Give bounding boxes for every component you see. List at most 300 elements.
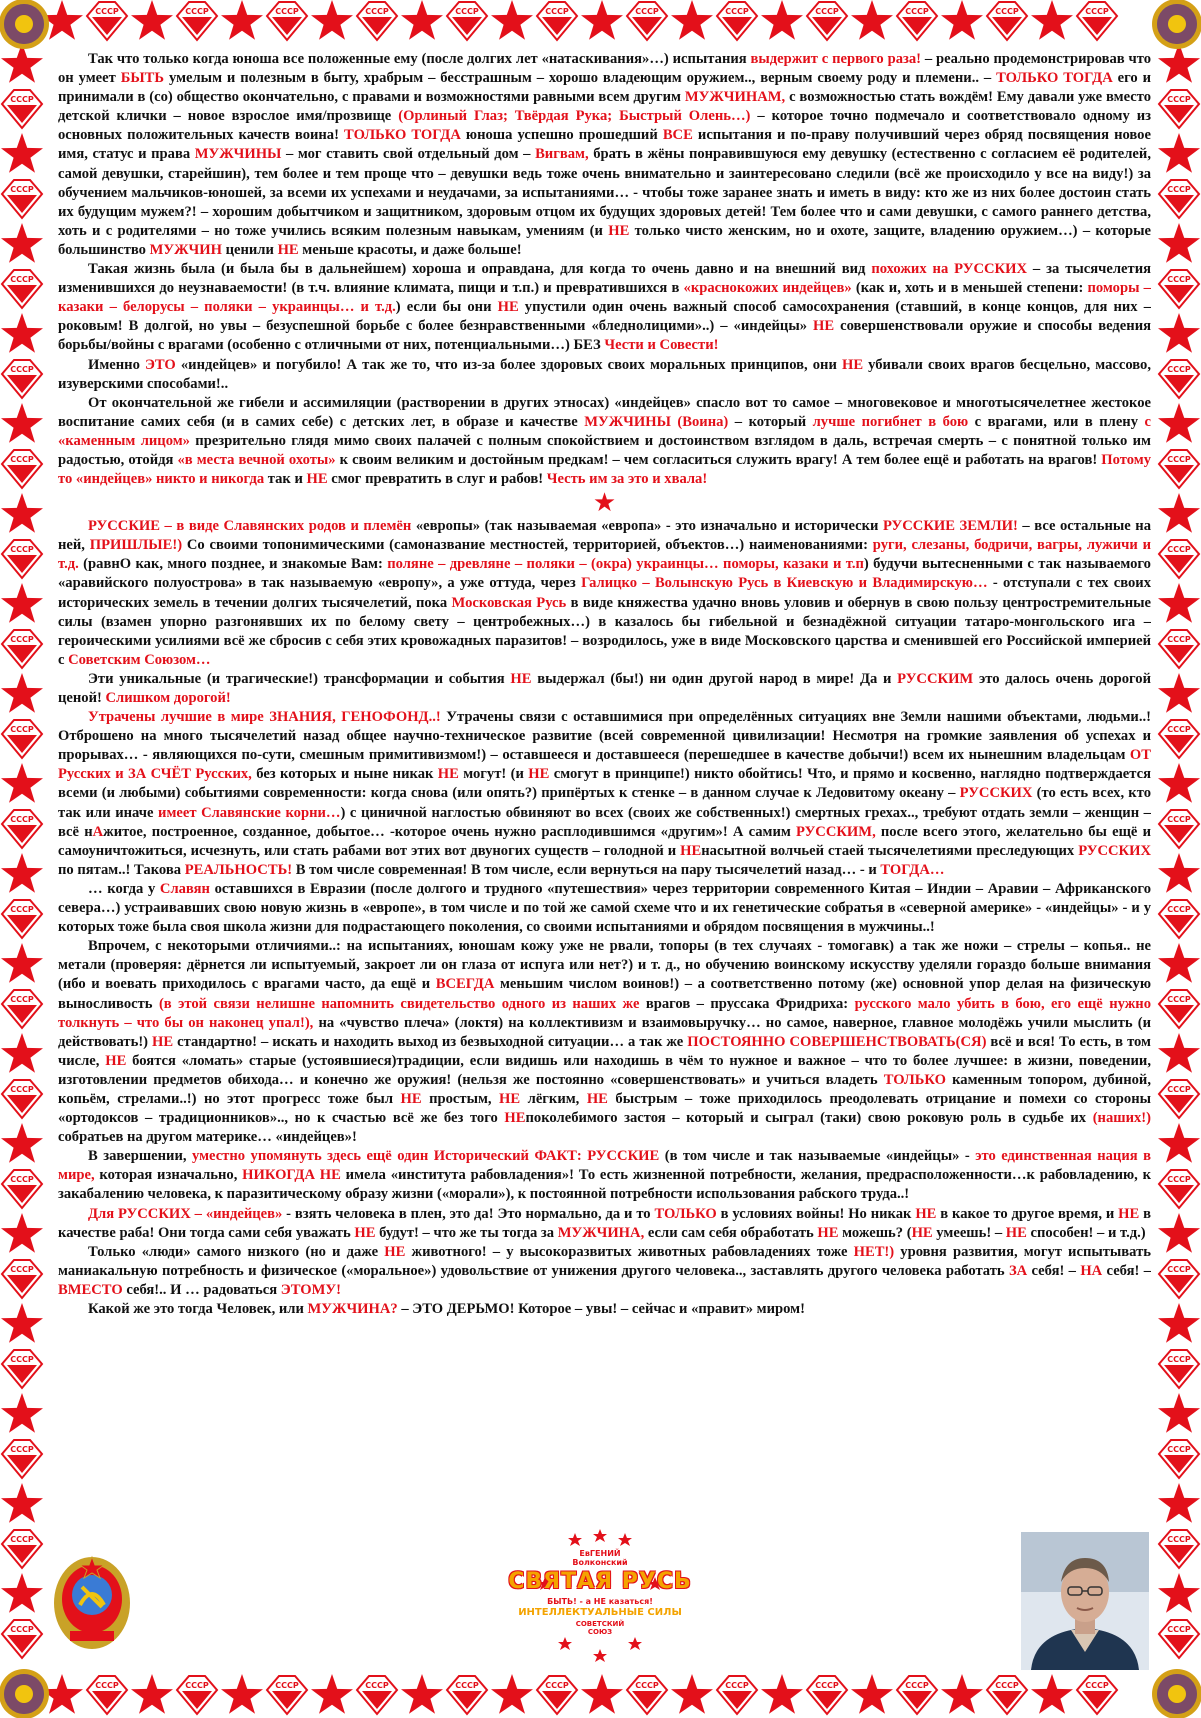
ussr-quality-mark-icon: [447, 1676, 487, 1714]
highlight-text: НЕ: [497, 299, 519, 316]
highlight-text: РУССКИХ: [959, 785, 1033, 802]
ussr-quality-mark-icon: [2, 450, 42, 488]
highlight-text: уместно упомянуть здесь ещё один Исторический ФАКТ: РУССКИЕ: [192, 1148, 660, 1165]
ussr-quality-mark-icon: [87, 2, 127, 40]
red-star-icon: [1158, 763, 1200, 803]
red-star-icon: [1, 313, 43, 353]
red-star-icon: [1031, 0, 1073, 40]
ussr-quality-mark-icon: [447, 2, 487, 40]
ussr-quality-mark-icon: [717, 1676, 757, 1714]
red-star-icon: [1158, 223, 1200, 263]
highlight-text: БЫТЬ: [120, 70, 165, 87]
ussr-quality-mark-icon: [177, 1676, 217, 1714]
body-text: по пятам..! Такова: [58, 861, 185, 878]
body-text: лёгким,: [520, 1090, 587, 1107]
red-star-icon: [851, 1674, 893, 1714]
highlight-text: НЕ: [105, 1052, 127, 1069]
red-star-icon: [1158, 583, 1200, 623]
highlight-text: МУЖЧИНЫ: [194, 146, 282, 163]
highlight-text: НЕ: [1118, 1205, 1140, 1222]
paragraph: [58, 50, 1151, 260]
body-text: насытной волчьей стаей тысячелетиями преследующих: [701, 842, 1079, 859]
red-star-icon: [581, 1674, 623, 1714]
ussr-quality-mark-icon: [1159, 720, 1199, 758]
paragraph: [58, 1205, 1151, 1243]
highlight-text: Для РУССКИХ – «индейцев»: [88, 1205, 283, 1222]
body-text: умеешь! –: [932, 1224, 1006, 1241]
ussr-quality-mark-icon: [2, 990, 42, 1028]
body-text: В завершении,: [88, 1148, 192, 1165]
highlight-text: МУЖЧИНА,: [557, 1224, 645, 1241]
body-text: себя! –: [1027, 1262, 1081, 1279]
highlight-text: Московская Русь: [451, 594, 567, 611]
red-star-icon: [131, 0, 173, 40]
highlight-text: А: [92, 823, 104, 840]
ussr-quality-mark-icon: [1159, 360, 1199, 398]
red-star-icon: [1, 1303, 43, 1343]
highlight-text: это единственная нация в мире,: [58, 1148, 1151, 1184]
body-text: – ЭТО ДЕРЬМО! Которое – увы! – сейчас и «правит» миром!: [397, 1301, 805, 1317]
body-text: … когда у: [88, 880, 160, 897]
highlight-text: ВСЕ: [662, 127, 693, 144]
red-star-icon: [1, 43, 43, 83]
red-star-icon: [671, 0, 713, 40]
highlight-text: похожих на РУССКИХ: [871, 261, 1027, 278]
body-text: ) если бы они: [395, 299, 498, 316]
ussr-quality-mark-icon: [1159, 90, 1199, 128]
highlight-text: НА: [1080, 1262, 1103, 1279]
ussr-quality-mark-icon: [1159, 540, 1199, 578]
ussr-quality-mark-icon: [267, 1676, 307, 1714]
highlight-text: Славян: [159, 880, 210, 897]
paragraph: [58, 260, 1151, 355]
highlight-text: ПОСТОЯННО СОВЕРШЕНСТВОВАТЬ(СЯ): [687, 1033, 987, 1050]
highlight-text: НИКОГДА НЕ: [242, 1167, 341, 1184]
ussr-quality-mark-icon: [2, 1350, 42, 1388]
body-text: в качестве раба! Они тогда сами себя уважать: [58, 1205, 1151, 1241]
body-text: Такая жизнь была (и была бы в дальнейшем) хороша и оправдана, для когда то очень давно и на внешний вид: [88, 261, 872, 278]
body-text: так и: [264, 471, 307, 488]
highlight-text: МУЖЧИНЫ (Воина): [584, 413, 729, 430]
highlight-text: РУССКИЕ ЗЕМЛИ!: [883, 518, 1018, 535]
body-text: юноша успешно прошедший: [460, 127, 663, 144]
highlight-text: НЕ: [586, 1090, 608, 1107]
ussr-quality-mark-icon: [2, 540, 42, 578]
paragraph: [58, 394, 1151, 489]
body-text: ценили: [221, 241, 278, 258]
red-star-icon: [1158, 43, 1200, 83]
ussr-coat-of-arms-icon: [0, 0, 49, 49]
highlight-text: НЕ: [813, 318, 835, 335]
body-text: упустили один очень важный способ самосохранения (ставший, в конце концов, для них – роковым! В долгой, но увы – безуспешной борьбе с более безнравственными «бледнолицими»..) – «индейцы»: [58, 299, 1151, 335]
body-text: с врагами, или в плену: [968, 413, 1145, 430]
body-text: к своим великим и достойным предкам! – чем согласиться служить врагу! А тем более ещё и работать на врагов!: [335, 451, 1102, 468]
paragraph: [58, 670, 1151, 708]
highlight-text: ТОЛЬКО: [883, 1071, 946, 1088]
highlight-text: РУССКИЕ – в виде Славянских родов и племён: [88, 518, 412, 535]
body-text: себя! –: [1102, 1262, 1151, 1279]
body-text: Впрочем, с некоторыми отличиями..: на испытаниях, юношам кожу уже не рвали, топоры (в тех случаях - томогавк) а так же ножи – стрелы – копья.. не метали (проверяя: дёрнется ли испытуемый, закроет ли он глаза от испуга или нет?) и т. д., но обучению воинскому искусству уделяли гораздо больше внимания (ибо и воевать приходилось с врагами часто, да ещё и: [58, 938, 1151, 993]
logo-slogan: БЫТЬ! - а НЕ казаться!: [547, 1597, 653, 1606]
red-star-icon: [941, 1674, 983, 1714]
logo-subtitle: ИНТЕЛЛЕКТУАЛЬНЫЕ СИЛЫ: [518, 1607, 682, 1618]
body-text: ) с циничной наглостью обвиняют во всех (своих же собственных!) смертных грехах.., требуют отдать земли – женщин – всё н: [58, 804, 1151, 840]
red-star-icon: [1, 673, 43, 713]
body-text: - отступали с тех своих исторических земель в течении долгих тысячелетий, пока: [58, 575, 1151, 611]
ussr-quality-mark-icon: [987, 2, 1027, 40]
body-text: в какое то другое время, и: [936, 1205, 1119, 1222]
paragraph: [58, 1147, 1151, 1204]
red-star-icon: [1158, 133, 1200, 173]
ussr-coat-of-arms-icon: [52, 1553, 132, 1653]
highlight-text: НЕ: [277, 241, 299, 258]
ussr-quality-mark-icon: [357, 2, 397, 40]
red-star-icon: [581, 0, 623, 40]
body-text: врагов – пруссака Фридриха:: [639, 995, 855, 1012]
body-text: оставшихся в Евразии (после долгого и трудного «путешествия» через территории современного Китая – Индии – Аравии – Африканского севера…) устраивавших свою новую жизнь в «европе», в том числе и по той же самой схеме что и их генетические собратья в «северной америке» - «индейцы» - и у которых тоже была своя школа жизни для подрастающего поколения, со своими испытаниями и обрядом посвящения в мужчины..!: [58, 880, 1151, 936]
highlight-text: НЕ: [608, 222, 630, 239]
red-star-icon: [1158, 1033, 1200, 1073]
ussr-quality-mark-icon: [267, 2, 307, 40]
highlight-text: РУССКИМ,: [796, 823, 876, 840]
highlight-text: Советским Союзом…: [68, 651, 211, 668]
paragraph: [58, 356, 1151, 394]
separator-star-icon: ★: [592, 488, 617, 518]
body-text: которая изначально,: [94, 1167, 243, 1184]
ussr-quality-mark-icon: [2, 720, 42, 758]
highlight-text: русского мало убить в бою, его ещё нужно толкнуть – что бы он наконец упал!),: [58, 995, 1151, 1031]
red-star-icon: [1, 493, 43, 533]
body-text: «европы» (так называемая «европа» - это изначально и исторически: [411, 518, 883, 535]
highlight-text: НЕ: [152, 1033, 174, 1050]
red-star-icon: [941, 0, 983, 40]
highlight-text: МУЖЧИНАМ,: [684, 89, 786, 106]
body-text: – все остальные на ней,: [58, 518, 1151, 554]
highlight-text: ТОЛЬКО ТОГДА: [996, 70, 1113, 87]
ussr-quality-mark-icon: [2, 1170, 42, 1208]
body-text: испытания и по-праву получивший через обряд посвящения новое имя, статус и права: [58, 127, 1151, 163]
ussr-coat-of-arms-icon: [1152, 0, 1201, 49]
ussr-quality-mark-icon: [2, 630, 42, 668]
paragraph: [58, 1300, 1151, 1319]
highlight-text: (Орлиный Глаз; Твёрдая Рука; Быстрый Олень…): [398, 108, 751, 125]
highlight-text: ВМЕСТО: [58, 1281, 123, 1298]
body-text: могут! (и: [458, 766, 529, 783]
ussr-quality-mark-icon: [897, 1676, 937, 1714]
highlight-text: ВСЕГДА: [435, 976, 495, 993]
ussr-quality-mark-icon: [1077, 1676, 1117, 1714]
ussr-quality-mark-icon: [537, 2, 577, 40]
ussr-quality-mark-icon: [1159, 270, 1199, 308]
red-star-icon: [221, 1674, 263, 1714]
body-text: на «чувство плеча» (локтя) на коллективизм и взаимовыручку… но самое, наверное, главное молодёжь учили мыслить (и действовать!): [58, 1014, 1151, 1050]
red-star-icon: [1158, 943, 1200, 983]
body-text: смогут в принципе!) никто обойтись! Что, и прямо и косвенно, наглядно подтверждается всеми (и любыми) событиями современности: когда снова (или опять?) припёртых к стенке – в данном случае к Ледовитому океану –: [58, 766, 1151, 802]
body-text: после всего этого, желательно бы ещё и самоуничтожиться, исчезнуть, или стать рабами вот этих вот двуногих существ – голодной и: [58, 823, 1151, 859]
red-star-icon: [1, 853, 43, 893]
logo-stars-icon: [505, 1527, 695, 1665]
body-text: собратьев на другом материке… «индейцев»!: [58, 1129, 357, 1146]
body-text: – мог ставить свой отдельный дом –: [281, 146, 536, 163]
body-text: его и принимали в (со) общество окончательно, с правами и возможностями равными всем другим: [58, 70, 1151, 106]
red-star-icon: [1, 763, 43, 803]
body-text: – реально продемонстрировав что он умеет: [58, 51, 1151, 87]
highlight-text: Утрачены лучшие в мире ЗНАНИЯ, ГЕНОФОНД..!: [88, 709, 441, 726]
ussr-quality-mark-icon: [1159, 990, 1199, 1028]
body-text: – который: [728, 413, 813, 430]
body-text: без которых и ныне никак: [251, 766, 438, 783]
highlight-text: с «каменным лицом»: [58, 413, 1151, 449]
red-star-icon: [1, 1033, 43, 1073]
body-text: всё и вся! То есть, в том числе,: [58, 1033, 1151, 1069]
ussr-quality-mark-icon: [537, 1676, 577, 1714]
ussr-quality-mark-icon: [177, 2, 217, 40]
red-star-icon: [401, 0, 443, 40]
highlight-text: руги, слезаны, бодричи, вагры, лужичи и т.д.: [58, 537, 1151, 573]
red-star-icon: [1158, 1123, 1200, 1163]
highlight-text: НЕТ!): [853, 1243, 895, 1260]
highlight-text: Потому то «индейцев» никто и никогда: [58, 451, 1151, 488]
ussr-quality-mark-icon: [627, 2, 667, 40]
body-text: поколебимого застоя – который и сыграл (таки) свою роковую роль в судьбе их: [525, 1110, 1093, 1127]
highlight-text: РУССКИМ: [897, 670, 974, 687]
red-star-icon: [1158, 1483, 1200, 1523]
ussr-quality-mark-icon: [1159, 630, 1199, 668]
body-text: брать в жёны понравившуюся ему девушку (естественно с согласием её родителей, самой девушки, старейшин), тем более и тем проще что – девушки ведь тоже очень внимательно и заинтересовано следили (всё же происходило у все на виду!) за обучением мальчиков-юношей, за всеми их успехами и неудачами, за испытаниями… - чтобы тоже заранее знать и иметь в виду: кто же из них более достоин стать их будущим мужем?! – хорошим добытчиком и защитником, здоровым отцом их будущих здоровых детей! Тем более что и сами девушки, с самого раннего детства, хоть и с родителями – но тоже учились всяким полезным навыкам, умениям (и: [58, 146, 1151, 239]
red-star-icon: [1, 223, 43, 263]
body-text: (как и, хоть и в меньшей степени:: [851, 280, 1088, 297]
ussr-quality-mark-icon: [2, 360, 42, 398]
ussr-quality-mark-icon: [1159, 1350, 1199, 1388]
red-star-icon: [1158, 1393, 1200, 1433]
ussr-quality-mark-icon: [2, 1260, 42, 1298]
ussr-quality-mark-icon: [717, 2, 757, 40]
highlight-text: НЕ: [680, 842, 702, 859]
body-text: быстрым – тоже приходилось преодолевать отрицание и помехи со стороны «ортодоксов – традиционников».., но к счастью всё же без того: [58, 1090, 1151, 1127]
red-star-icon: [491, 0, 533, 40]
highlight-text: ЗА: [1008, 1262, 1028, 1279]
red-star-icon: [1031, 1674, 1073, 1714]
ussr-quality-mark-icon: [1159, 1440, 1199, 1478]
highlight-text: ТОГДА…: [880, 861, 945, 878]
ussr-quality-mark-icon: [1159, 180, 1199, 218]
highlight-text: Слишком дорогой!: [105, 690, 231, 706]
red-star-icon: [1, 1483, 43, 1523]
body-text: «индейцев» и погубило! А так же то, что из-за более здоровых своих моральных принципов, они: [175, 356, 842, 373]
body-text: презрительно глядя мимо своих палачей с полным спокойствием и достоинством взглядом в даль, встречая смерть – с понятной только им радостью, отойдя: [58, 432, 1151, 468]
ussr-quality-mark-icon: [87, 1676, 127, 1714]
ussr-quality-mark-icon: [2, 270, 42, 308]
holy-rus-logo: [505, 1527, 695, 1665]
red-star-icon: [311, 1674, 353, 1714]
highlight-text: НЕ: [354, 1224, 376, 1241]
highlight-text: НЕ: [528, 766, 550, 783]
paragraph: [58, 708, 1151, 880]
ussr-quality-mark-icon: [1077, 2, 1117, 40]
body-text: Какой же это тогда Человек, или: [88, 1301, 308, 1317]
highlight-text: МУЖЧИН: [149, 241, 222, 258]
highlight-text: ОТ Русских и ЗА СЧЁТ Русских,: [58, 747, 1151, 783]
body-text: (равнО как, много позднее, и знакомые Вам:: [78, 556, 388, 573]
ussr-coat-of-arms-icon: [1152, 1669, 1201, 1718]
body-text: ) будучи вытесненными с так называемого «аравийского полуострова» в так называемую «европу», а уже оттуда, через: [58, 556, 1151, 592]
logo-union-1: СОВЕТСКИЙ: [575, 1620, 625, 1628]
ussr-quality-mark-icon: [1159, 450, 1199, 488]
red-star-icon: [1, 943, 43, 983]
red-star-icon: [671, 1674, 713, 1714]
logo-author-first: ЕвГЕНИЙ: [579, 1549, 621, 1558]
highlight-text: НЕ: [400, 1090, 422, 1107]
red-star-icon: [401, 1674, 443, 1714]
body-text: каменным топором, дубиной, копьём, стрелами..!) но этот прогресс тоже был: [58, 1071, 1151, 1107]
highlight-text: (в этой связи нелишне напомнить свидетельство одного из наших же: [158, 995, 640, 1012]
highlight-text: НЕ: [437, 766, 459, 783]
ussr-quality-mark-icon: [987, 1676, 1027, 1714]
highlight-text: НЕ: [384, 1243, 406, 1260]
body-text: меньше красоты, и даже больше!: [298, 241, 522, 258]
body-text: Утрачены связи с оставшимися при определённых ситуациях вне Земли нашими объектами, людьми..! Отброшено на много тысячелетий назад общее научно-техническое развитие (всей современной цивилизации! Несмотря на громкие заявления об успехах и прорывах… - являющихся по-сути, смешным примитивизмом!) – оставшееся и доставшееся (перешедшее в качестве добычи!) всем их нынешним владельцам: [58, 709, 1151, 764]
body-text: животного! – у высокоразвитых животных рабовладениях тоже: [405, 1243, 854, 1260]
red-star-icon: [1158, 1303, 1200, 1343]
highlight-text: НЕ: [915, 1205, 937, 1222]
body-text: стандартно! – искать и находить выход из безвыходной ситуации… а так же: [173, 1033, 688, 1050]
body-text: Только «люди» самого низкого (но и даже: [88, 1243, 385, 1260]
paragraph: [58, 937, 1151, 1147]
highlight-text: НЕ: [1005, 1224, 1027, 1241]
red-star-icon: [1, 1393, 43, 1433]
body-text: совершенствовали оружие и способы ведения борьбы/войны с врагами (особенно с отличными от них, потенциальными…) БЕЗ: [58, 318, 1151, 354]
ussr-quality-mark-icon: [807, 1676, 847, 1714]
ussr-quality-mark-icon: [2, 810, 42, 848]
ussr-coat-of-arms-icon: [0, 1669, 49, 1718]
body-text: боятся «ломать» старые (устоявшиеся)традиции, если видишь или находишь в чём то нужное и важное – что то более лучшее: в жизни, поведении, изготовлении предметов обихода… и конечно же оружия! (нельзя же постоянно «совершенствовать» и учиться владеть: [58, 1052, 1151, 1088]
red-star-icon: [1158, 403, 1200, 443]
red-star-icon: [311, 0, 353, 40]
body-text: только чисто женским, но и охоте, защите, владению оружием…) – которые большинство: [58, 222, 1151, 258]
body-text: - взять человека в плен, это да! Это нормально, да и то: [282, 1205, 655, 1222]
highlight-text: НЕ: [817, 1224, 839, 1241]
highlight-text: ЭТОМУ!: [280, 1281, 341, 1298]
red-star-icon: [1, 1123, 43, 1163]
ussr-quality-mark-icon: [627, 1676, 667, 1714]
body-text: выдержал (бы!) ни один другой народ в мире! Да и: [531, 670, 898, 687]
body-text: От окончательной же гибели и ассимиляции (растворении в других этносах) «индейцев» спасло вот то самое – многовековое и многотысячелетнее жестокое воспитание самих себя (и в самих себе) с детских лет, в образе и качестве: [58, 394, 1151, 430]
ussr-quality-mark-icon: [1159, 1170, 1199, 1208]
logo-title: СВЯТАЯ РУСЬ: [508, 1569, 692, 1594]
ussr-quality-mark-icon: [2, 900, 42, 938]
highlight-text: Галицко – Волынскую Русь в Киевскую и Владимирскую…: [581, 575, 988, 592]
paragraph: [58, 880, 1151, 937]
highlight-text: МУЖЧИНА?: [307, 1301, 398, 1317]
body-text: с возможностью стать вождём! Ему давали уже вместо детской клички – новое взрослое имя/прозвище: [58, 89, 1151, 125]
body-text: умелым и полезным в быту, храбрым – бесстрашным – хорошо владеющим оружием.., верным своему роду и племени.. –: [164, 70, 997, 87]
body-text: уровня развития, могут испытывать маниакальную потребность и физическое («моральное») удовольствие от унижения другого человека.., заставлять другого человека работать: [58, 1243, 1151, 1279]
body-text: простым,: [421, 1090, 500, 1107]
red-star-icon: [1, 583, 43, 623]
highlight-text: «краснокожих индейцев»: [683, 280, 852, 297]
author-portrait: [1021, 1532, 1149, 1670]
body-text: житое, построенное, созданное, добытое… -которое очень нужно расплодившимся «другим»! А самим: [103, 823, 797, 840]
red-star-icon: [1, 403, 43, 443]
paragraph: [58, 1243, 1151, 1300]
highlight-text: ЭТО: [144, 356, 176, 373]
red-star-icon: [761, 1674, 803, 1714]
body-text: Со своими топонимическими (самоназвание местностей, территорией, объектов…) наименованиями:: [182, 537, 873, 554]
body-text: Именно: [88, 356, 145, 373]
highlight-text: ТОЛЬКО ТОГДА: [344, 127, 461, 144]
red-star-icon: [221, 0, 263, 40]
highlight-text: НЕ: [504, 1110, 526, 1127]
ussr-quality-mark-icon: [1159, 900, 1199, 938]
ussr-quality-mark-icon: [2, 180, 42, 218]
highlight-text: выдержит с первого раза!: [750, 51, 922, 67]
highlight-text: НЕ: [911, 1224, 933, 1241]
red-star-icon: [131, 1674, 173, 1714]
highlight-text: НЕ: [841, 356, 864, 373]
highlight-text: РЕАЛЬНОСТЬ!: [184, 861, 293, 878]
highlight-text: «в места вечной охоты»: [177, 451, 336, 468]
body-text: – за тысячелетия изменившихся до неузнаваемости! (в т.ч. влияние климата, пищи и т.п.) и превратившихся в: [58, 261, 1151, 297]
highlight-text: НЕ: [499, 1090, 521, 1107]
highlight-text: Вигвам,: [535, 146, 589, 163]
logo-author-last: Волконский: [572, 1558, 628, 1567]
body-text: убивали своих врагов бесцельно, массово, изуверскими способами!..: [58, 356, 1151, 392]
body-text: в условиях войны! Но никак: [716, 1205, 916, 1222]
highlight-text: имеет Славянские корни…: [158, 804, 341, 821]
red-star-icon: [1158, 1213, 1200, 1253]
ussr-quality-mark-icon: [1159, 1080, 1199, 1118]
ussr-quality-mark-icon: [2, 1080, 42, 1118]
red-star-icon: [851, 0, 893, 40]
highlight-text: Чести и Совести!: [604, 337, 719, 354]
logo-union-2: СОЮЗ: [587, 1628, 613, 1636]
paragraph: [58, 517, 1151, 670]
body-text: имела «института рабовладения»! То есть жизненной потребности, желания, предрасположенности…к рабовладению, к закабалению человека, к паразитическому образу жизни («морали»), к постоянной потребности использования рабского труда..!: [58, 1167, 1151, 1203]
body-text: в виде княжества удачно вновь уловив и обернув в свою пользу центростремительные силы (взамен упорно разгонявших их по белому свету – центробежных…) в казалось бы гибельной и безнадёжной ситуации татаро-монгольского ига – героическими усилиями всё же сбросив с себя этих кровожадных паразитов! – возродилось, уже в виде Московского царства и сменившей его Российской империей с: [58, 594, 1151, 668]
body-text: способен! – и т.д.): [1026, 1224, 1146, 1241]
red-star-icon: [1, 133, 43, 173]
ussr-quality-mark-icon: [1159, 810, 1199, 848]
body-text: Так что только когда юноша все положенные ему (после долгих лет «натаскивания»…) испытания: [88, 51, 751, 67]
red-star-icon: [1, 1213, 43, 1253]
ussr-quality-mark-icon: [2, 90, 42, 128]
highlight-text: поляне – древляне – поляки – (окра) украинцы… поморы, казаки и т.п: [387, 556, 864, 573]
body-text: смог превратить в слуг и рабов!: [327, 471, 547, 488]
red-star-icon: [761, 0, 803, 40]
body-text: себя!.. И … радоваться: [122, 1281, 281, 1298]
highlight-text: поморы – казаки – белорусы – поляки – украинцы… и т.д.: [58, 280, 1151, 316]
red-star-icon: [1158, 493, 1200, 533]
ussr-quality-mark-icon: [807, 2, 847, 40]
body-text: Эти уникальные (и трагические!) трансформации и события: [88, 670, 511, 687]
body-text: – которое точно подмечало и соответствовало одному из основных положительных качеств воина!: [58, 108, 1151, 144]
ussr-quality-mark-icon: [2, 1440, 42, 1478]
highlight-text: РУССКИХ: [1078, 842, 1151, 859]
body-text: (в том числе и так называемые «индейцы» -: [659, 1148, 976, 1165]
red-star-icon: [1158, 673, 1200, 713]
highlight-text: Честь им за это и хвала!: [546, 471, 708, 488]
highlight-text: ТОЛЬКО: [654, 1205, 717, 1222]
ussr-quality-mark-icon: [357, 1676, 397, 1714]
red-star-icon: [1158, 853, 1200, 893]
article-body: [58, 50, 1151, 1530]
highlight-text: НЕ: [306, 471, 328, 488]
ussr-quality-mark-icon: [897, 2, 937, 40]
red-star-icon: [491, 1674, 533, 1714]
body-text: будут! – что же ты тогда за: [375, 1224, 558, 1241]
body-text: можешь? (: [838, 1224, 912, 1241]
body-text: меньшим числом воинов!) – а соответственно потому (же) основной упор делая на физическую выносливость: [58, 976, 1151, 1012]
